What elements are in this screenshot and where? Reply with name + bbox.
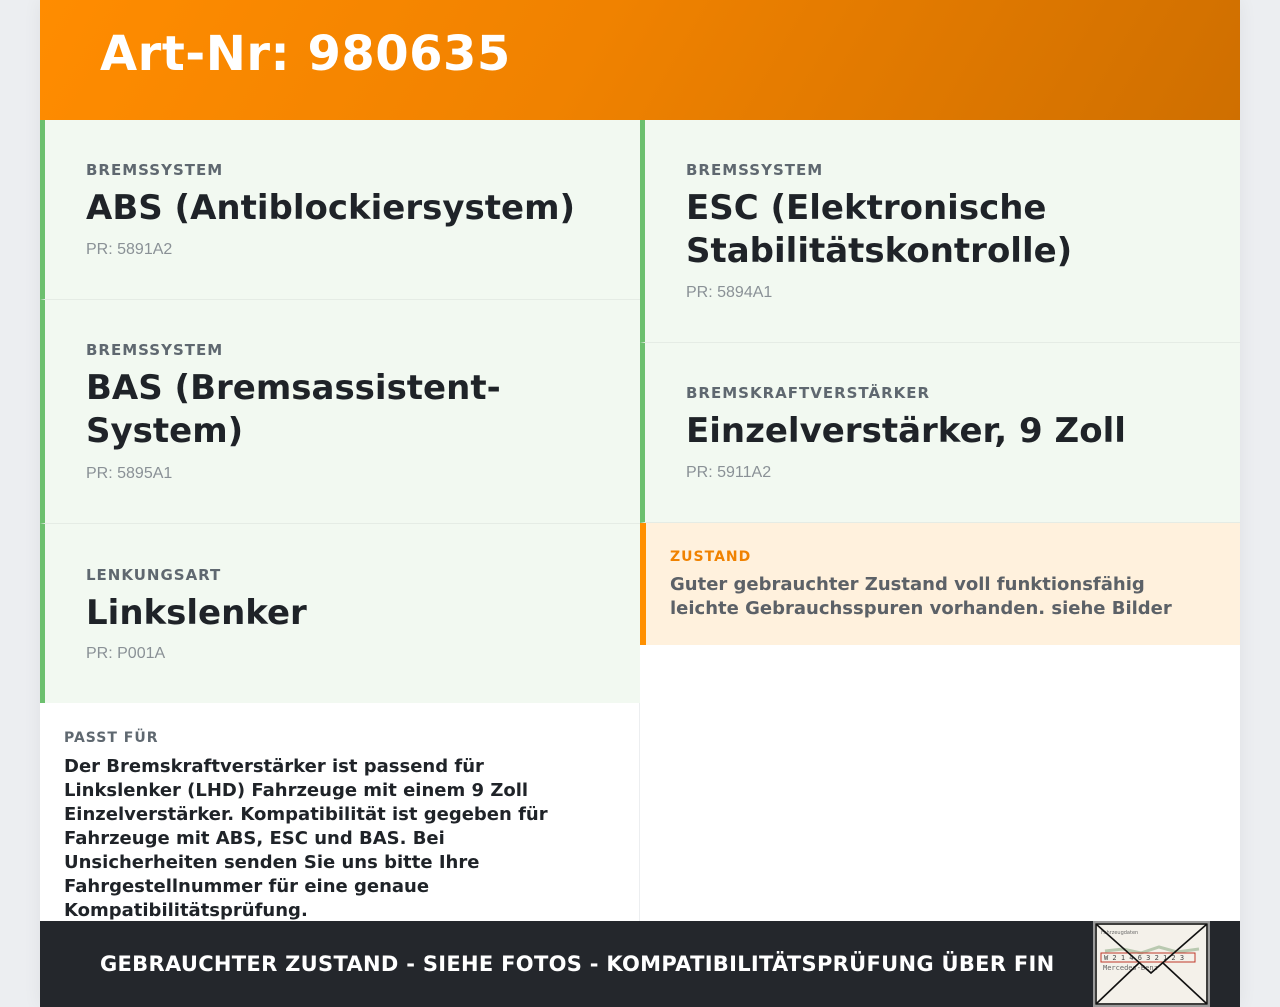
condition-text: Guter gebrauchter Zustand voll funktionsfähig leichte Gebrauchsspuren vorhanden. siehe Bilder [670, 574, 1172, 619]
feature-card-abs [40, 120, 640, 300]
header-banner [40, 0, 1240, 120]
feature-card-lenkung [40, 524, 640, 704]
compatibility-text: Der Bremskraftverstärker ist passend für Linkslenker (LHD) Fahrzeuge mit einem 9 Zoll Einzelverstärker. Kompatibilität ist gegeben für Fahrzeuge mit ABS, ESC und BAS. Bei Unsicherheiten senden Sie uns bitte Ihre Fahrgestellnummer für eine genaue Kompatibilitätsprüfung. [64, 756, 548, 921]
feature-category: BREMSSYSTEM [86, 161, 224, 179]
feature-pr-code: PR: 5911A2 [686, 464, 772, 481]
condition-box [640, 523, 1240, 645]
envelope-icon [1095, 923, 1208, 1005]
condition-label: ZUSTAND [670, 549, 752, 565]
feature-category: BREMSSYSTEM [86, 341, 224, 359]
compatibility-section [40, 703, 640, 921]
feature-card-bas [40, 300, 640, 524]
vehicle-data-thumbnail[interactable] [1093, 921, 1210, 1007]
footer-bar [40, 921, 1240, 1007]
product-sheet [40, 0, 1240, 1007]
compatibility-label: PASST FÜR [64, 730, 159, 746]
feature-category: BREMSKRAFTVERSTÄRKER [686, 384, 931, 402]
thumbnail-brand: Mercedes-Benz [1103, 964, 1158, 972]
feature-pr-code: PR: 5894A1 [686, 284, 773, 301]
feature-pr-code: PR: 5891A2 [86, 241, 173, 258]
feature-card-bremskraftverstaerker [640, 343, 1240, 523]
feature-pr-code: PR: 5895A1 [86, 465, 173, 482]
article-number-title: Art-Nr: 980635 [100, 26, 511, 82]
feature-name: Linkslenker [86, 593, 307, 633]
footer-text: GEBRAUCHTER ZUSTAND - SIEHE FOTOS - KOMPATIBILITÄTSPRÜFUNG ÜBER FIN [100, 952, 1055, 976]
feature-name: ESC (Elektronische Stabilitätskontrolle) [686, 188, 1073, 271]
feature-name: Einzelverstärker, 9 Zoll [686, 411, 1126, 451]
thumbnail-label-top: Fahrzeugdaten [1101, 930, 1139, 936]
feature-category: BREMSSYSTEM [686, 161, 824, 179]
feature-name: ABS (Antiblockiersystem) [86, 188, 576, 228]
feature-category: LENKUNGSART [86, 566, 222, 584]
thumbnail-code: W 2 1 4 6 3 2 1 2 3 [1104, 954, 1185, 962]
feature-name: BAS (Bremsassistent-System) [86, 368, 501, 451]
feature-pr-code: PR: P001A [86, 645, 166, 662]
feature-card-esc [640, 120, 1240, 343]
